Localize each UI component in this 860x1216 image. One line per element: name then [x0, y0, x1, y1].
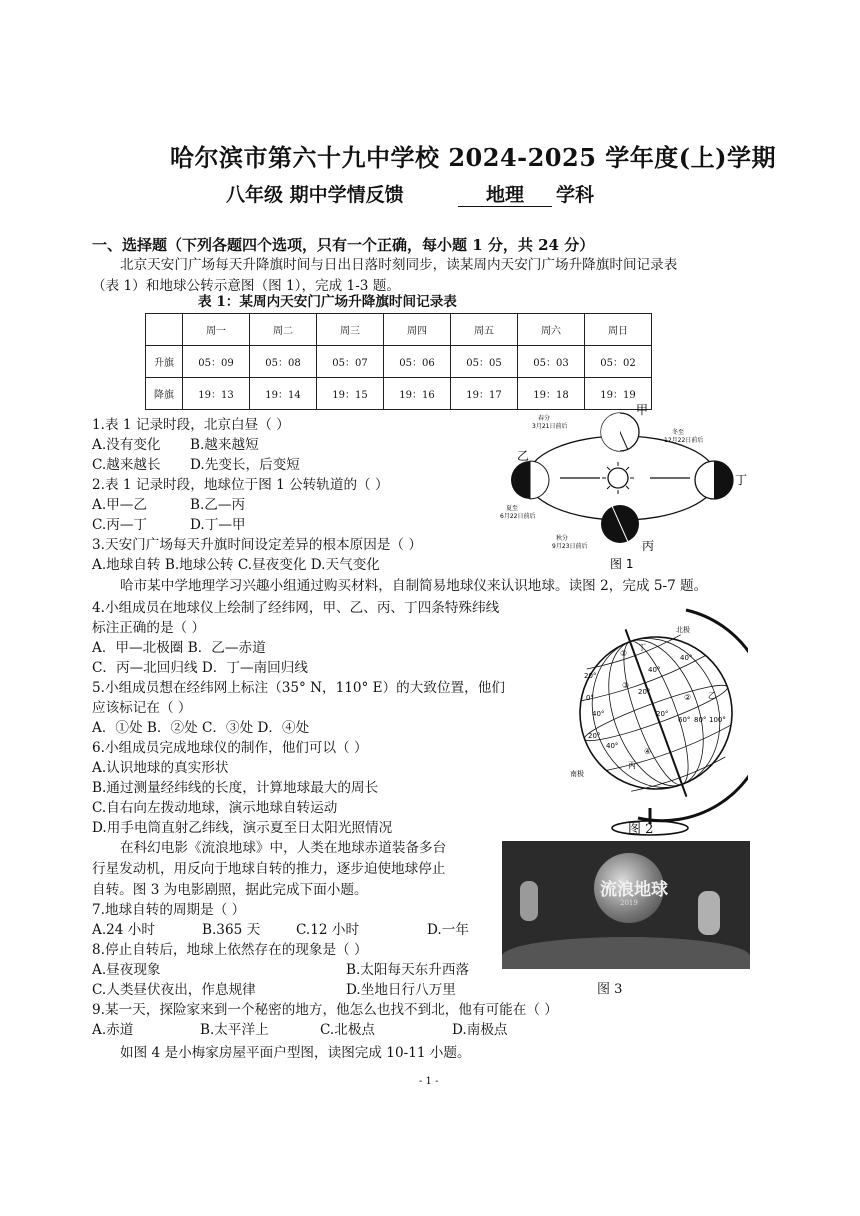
tick-80: 80°: [694, 716, 707, 724]
question-5-line2: 应该标记在（ ）: [92, 700, 192, 716]
subject-field: [458, 180, 594, 207]
label-yi-lat: 乙: [708, 691, 716, 700]
figure-2-globe: [568, 598, 748, 838]
question-9: 9.某一天，探险家来到一个秘密的地方，他怎么也找不到北，他有可能在（ ）: [92, 1002, 558, 1018]
option-1d: D.先变长，后变短: [190, 457, 300, 473]
table-header: 周二: [250, 314, 317, 346]
row-label: 升旗: [146, 346, 183, 378]
option-9a: A.赤道: [92, 1022, 134, 1038]
intro-text-2: （表 1）和地球公转示意图（图 1），完成 1-3 题。: [92, 278, 400, 294]
label-autumn-date: 9月23日前后: [552, 543, 588, 550]
figure-3-film-still: [502, 841, 750, 969]
label-yi: 乙: [517, 449, 530, 463]
option-8b: B.太阳每天东升西落: [346, 962, 470, 978]
options-5: A．①处 B．②处 C．③处 D．④处: [92, 720, 310, 736]
astronaut-right-image: [698, 891, 720, 935]
page-title: 哈尔滨市第六十九中学校 2024-2025 学年度(上)学期: [170, 143, 776, 172]
table-cell: 19：18: [518, 378, 585, 410]
question-3: 3.天安门广场每天升旗时间设定差异的根本原因是（ ）: [92, 537, 422, 553]
label-jia: 甲: [636, 403, 649, 417]
table-cell: 19：15: [317, 378, 384, 410]
label-ding-lat: 丁: [638, 643, 646, 652]
subject-value: 地理: [458, 184, 552, 207]
page-number: - 1 -: [419, 1076, 439, 1087]
tick-20-left: 20°: [584, 672, 597, 680]
poster-title: 流浪地球: [600, 880, 668, 900]
table-cell: 05：09: [183, 346, 250, 378]
label-south-pole: 南极: [570, 770, 584, 778]
astronaut-left-image: [520, 881, 538, 921]
option-7d: D.一年: [427, 922, 469, 938]
question-7: 7.地球自转的周期是（ ）: [92, 902, 246, 918]
table-title: 表 1：某周内天安门广场升降旗时间记录表: [198, 294, 457, 310]
option-6d: D.用手电筒直射乙纬线，演示夏至日太阳光照情况: [92, 820, 393, 836]
tick-40: 40°: [648, 666, 661, 674]
intro-text-film-2: 行星发动机，用反向于地球自转的推力，逐步迫使地球停止: [92, 861, 446, 877]
intro-text-1: 北京天安门广场每天升降旗时间与日出日落时刻同步，读某周内天安门广场升降旗时间记录表: [120, 257, 678, 273]
label-autumn: 秋分: [556, 535, 569, 542]
question-2: 2.表 1 记录时段，地球位于图 1 公转轨道的（ ）: [92, 477, 389, 493]
option-2b: B.乙—丙: [190, 497, 246, 513]
intro-text-globe: 哈市某中学地理学习兴趣小组通过购买材料，自制简易地球仪来认识地球。读图 2，完成 5-7 题。: [120, 578, 708, 594]
options-3: A.地球自转 B.地球公转 C.昼夜变化 D.天气变化: [92, 557, 380, 573]
question-1: 1.表 1 记录时段，北京白昼（ ）: [92, 417, 290, 433]
ground-image: [502, 937, 750, 969]
label-winter-date: 12月22日前后: [664, 437, 704, 444]
option-9b: B.太平洋上: [200, 1022, 269, 1038]
table-cell: 19：14: [250, 378, 317, 410]
tick-20-mid: 20°: [656, 710, 669, 718]
marker-3: ③: [622, 681, 630, 690]
option-1b: B.越来越短: [190, 437, 259, 453]
option-7c: C.12 小时: [296, 922, 360, 938]
figure-1-caption: 图 1: [610, 557, 634, 571]
question-6: 6.小组成员完成地球仪的制作，他们可以（ ）: [92, 740, 368, 756]
table-cell: 19：17: [451, 378, 518, 410]
flag-time-table: [145, 313, 652, 410]
option-2a: A.甲—乙: [92, 497, 147, 513]
row-label: 降旗: [146, 378, 183, 410]
option-9c: C.北极点: [320, 1022, 376, 1038]
table-header: 周一: [183, 314, 250, 346]
option-6a: A.认识地球的真实形状: [92, 760, 229, 776]
table-header: 周五: [451, 314, 518, 346]
label-bing: 丙: [642, 539, 655, 553]
tick-40-top: 40°: [680, 654, 693, 662]
label-ding: 丁: [735, 473, 748, 487]
question-5-line1: 5.小组成员想在经纬网上标注（35° N，110° E）的大致位置，他们: [92, 680, 505, 696]
figure-1-revolution-diagram: [500, 402, 760, 574]
options-4ab: A．甲—北极圈 B．乙—赤道: [92, 640, 266, 656]
option-1a: A.没有变化: [92, 437, 161, 453]
label-spring: 春分: [538, 415, 551, 422]
table-cell: 05：02: [585, 346, 652, 378]
question-4-line2: 标注正确的是（ ）: [92, 620, 206, 636]
option-8c: C.人类昼伏夜出，作息规律: [92, 982, 256, 998]
poster-year: 2019: [620, 899, 638, 907]
table-header: 周四: [384, 314, 451, 346]
table-header-row: [146, 314, 652, 346]
table-header: 周三: [317, 314, 384, 346]
table-corner: [146, 314, 183, 346]
intro-text-floorplan: 如图 4 是小梅家房屋平面户型图，读图完成 10-11 小题。: [120, 1045, 471, 1061]
option-6b: B.通过测量经纬线的长度，计算地球最大的周长: [92, 780, 379, 796]
table-cell: 19：16: [384, 378, 451, 410]
table-cell: 19：13: [183, 378, 250, 410]
option-6c: C.自右向左拨动地球，演示地球自转运动: [92, 800, 338, 816]
label-north-pole: 北极: [676, 626, 690, 634]
label-summer: 夏至: [506, 505, 519, 512]
tick-60: 60°: [678, 716, 691, 724]
table-cell: 19：19: [585, 378, 652, 410]
tick-100: 100°: [709, 716, 726, 724]
tick-40-south: 40°: [606, 742, 619, 750]
table-row: [146, 346, 652, 378]
subject-suffix: 学科: [556, 184, 595, 206]
figure-3-caption: 图 3: [597, 982, 623, 997]
sun-icon: [608, 468, 628, 488]
label-spring-date: 3月21日前后: [532, 423, 568, 430]
label-winter: 冬至: [672, 429, 685, 436]
option-7b: B.365 天: [202, 922, 261, 938]
question-8: 8.停止自转后，地球上依然存在的现象是（ ）: [92, 942, 368, 958]
question-4-line1: 4.小组成员在地球仪上绘制了经纬网，甲、乙、丙、丁四条特殊纬线: [92, 600, 500, 616]
table-header: 周六: [518, 314, 585, 346]
option-2d: D.丁—甲: [190, 517, 246, 533]
table-cell: 05：06: [384, 346, 451, 378]
option-8a: A.昼夜现象: [92, 962, 161, 978]
label-bing-lat: 丙: [628, 761, 636, 770]
table-cell: 05：08: [250, 346, 317, 378]
marker-4: ④: [644, 747, 652, 756]
tick-0: 0°: [586, 694, 594, 702]
intro-text-film-3: 自转。图 3 为电影剧照，据此完成下面小题。: [92, 882, 368, 898]
tick-40-lon: 40°: [592, 710, 605, 718]
tick-20-south: 20°: [588, 732, 601, 740]
grade-label: 八年级 期中学情反馈: [226, 184, 404, 206]
table-cell: 05：03: [518, 346, 585, 378]
option-1c: C.越来越长: [92, 457, 161, 473]
section-heading: 一、选择题（下列各题四个选项，只有一个正确，每小题 1 分，共 24 分）: [92, 236, 595, 254]
option-7a: A.24 小时: [92, 922, 155, 938]
table-header: 周日: [585, 314, 652, 346]
marker-2: ②: [684, 693, 692, 702]
option-2c: C.丙—丁: [92, 517, 148, 533]
figure-2-caption: 图 2: [628, 822, 654, 837]
intro-text-film-1: 在科幻电影《流浪地球》中，人类在地球赤道装备多台: [120, 840, 447, 856]
tick-20: 20°: [638, 688, 651, 696]
option-8d: D.坐地日行八万里: [346, 982, 456, 998]
options-4cd: C．丙—北回归线 D．丁—南回归线: [92, 660, 308, 676]
option-9d: D.南极点: [452, 1022, 508, 1038]
table-cell: 05：05: [451, 346, 518, 378]
marker-1: ①: [620, 649, 628, 658]
label-summer-date: 6月22日前后: [500, 513, 536, 520]
table-cell: 05：07: [317, 346, 384, 378]
